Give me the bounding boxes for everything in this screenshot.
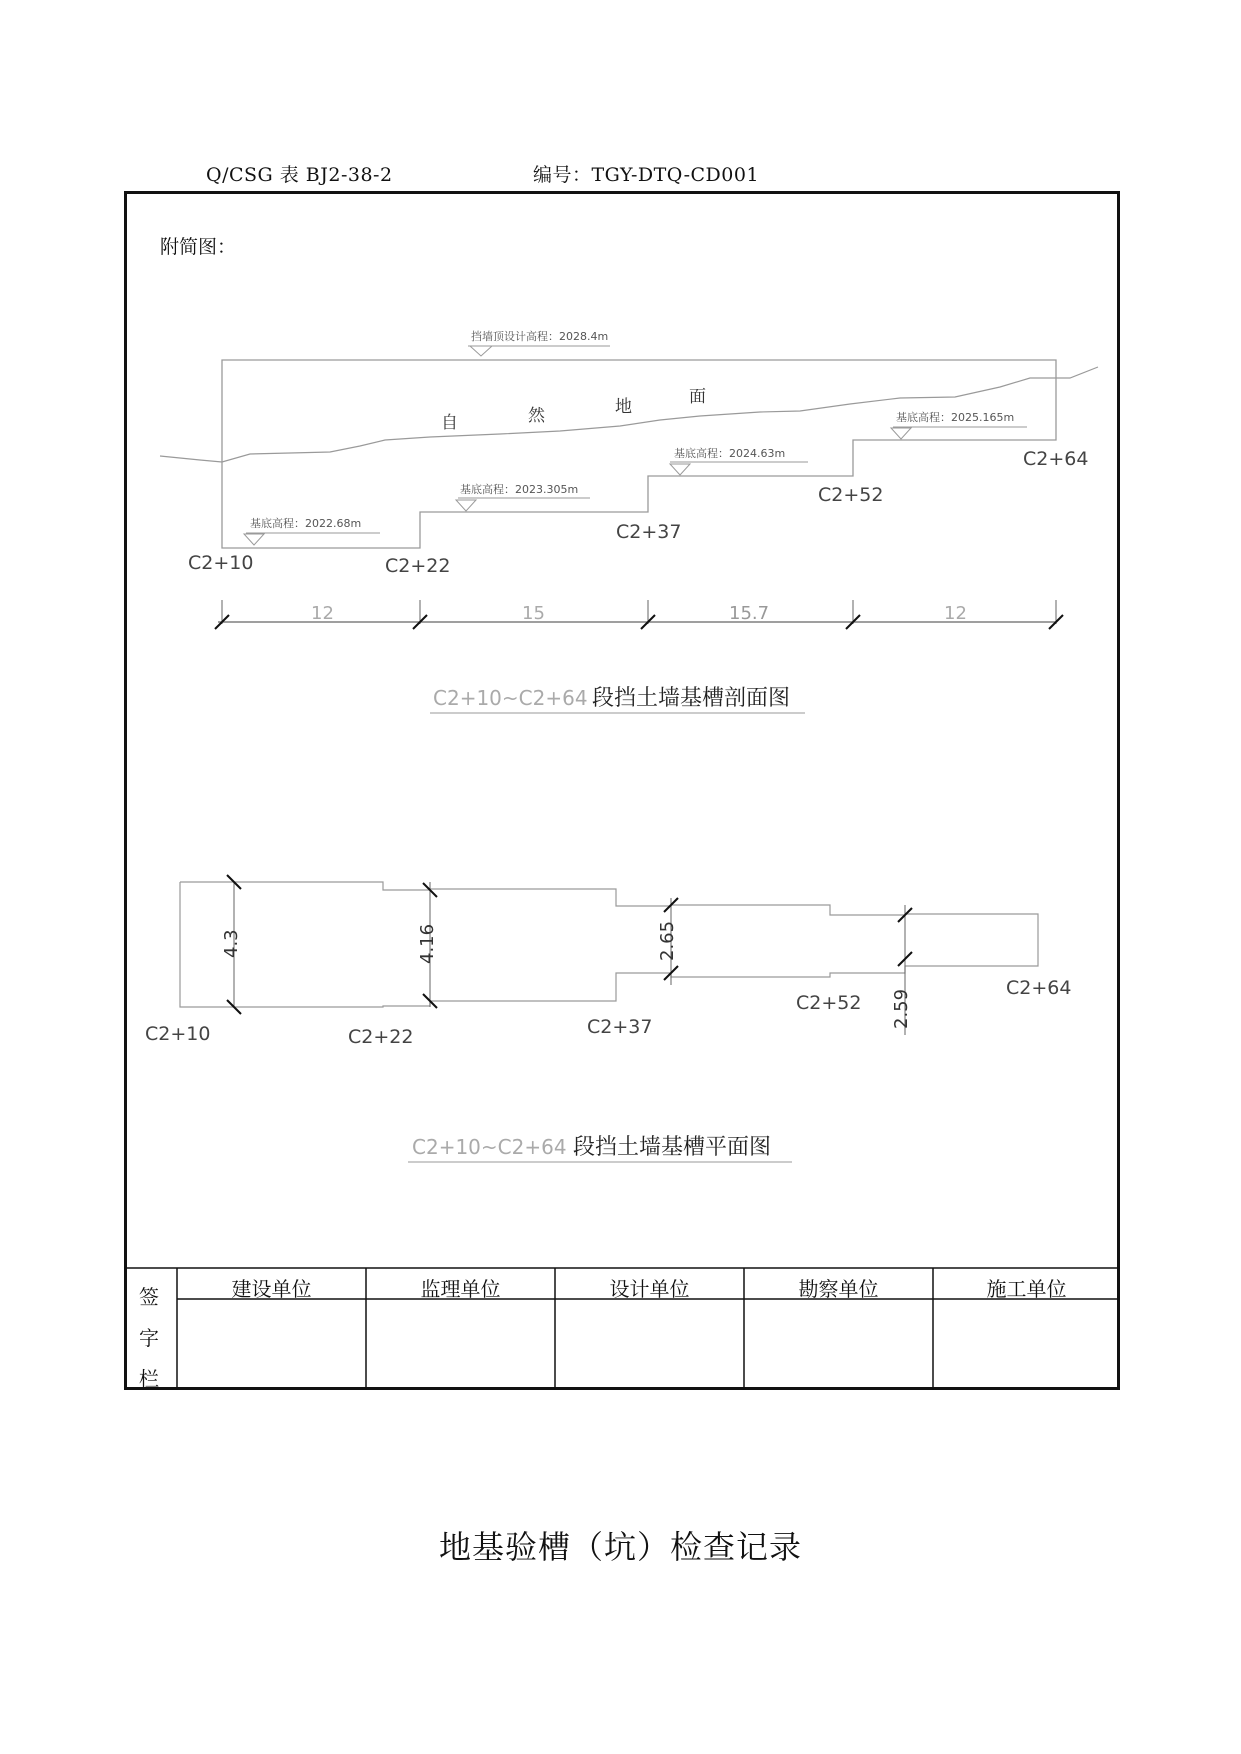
signature-label-char: 签: [139, 1285, 159, 1309]
ground-label-char: 面: [689, 387, 706, 407]
base-elevation-marker: [456, 482, 590, 511]
station-label: C2+64: [1006, 977, 1072, 999]
profile-caption-station: C2+10~C2+64: [433, 686, 588, 710]
station-label: C2+37: [616, 521, 682, 543]
station-label: C2+52: [796, 992, 862, 1014]
base-elevation-marker: [891, 410, 1027, 439]
plan-width-value: 4.16: [417, 923, 438, 964]
plan-caption-station: C2+10~C2+64: [412, 1135, 567, 1159]
figure-label: 附简图：: [160, 236, 237, 258]
station-label: C2+64: [1023, 448, 1089, 470]
base-elevation-label-1: 基底高程：2022.68m: [250, 517, 362, 530]
plan-caption: 段挡土墙基槽平面图: [573, 1135, 772, 1160]
dimension-value: 12: [311, 603, 334, 624]
unit-header-contractor: 施工单位: [986, 1277, 1067, 1301]
unit-header-supervision: 监理单位: [420, 1277, 501, 1301]
base-elevation-label-4: 基底高程：2025.165m: [896, 411, 1015, 424]
signature-label-char: 字: [139, 1326, 159, 1350]
station-label: C2+22: [385, 555, 451, 577]
ground-label-char: 自: [441, 413, 458, 433]
station-label: C2+10: [188, 552, 254, 574]
ground-label-char: 然: [528, 406, 545, 426]
base-elevation-marker: [244, 516, 380, 545]
base-elevation-label-3: 基底高程：2024.63m: [674, 447, 786, 460]
document-number: 编号：TGY-DTQ-CD001: [533, 164, 760, 186]
plan-outline: [180, 882, 1038, 1007]
base-elevation-marker: [670, 446, 808, 475]
station-label: C2+22: [348, 1026, 414, 1048]
dimension-value: 15.7: [729, 603, 770, 624]
standard-code: Q/CSG 表 BJ2-38-2: [206, 164, 393, 186]
signature-label-char: 栏: [139, 1367, 159, 1391]
dimension-value: 15: [522, 603, 545, 624]
document-title: 地基验槽（坑）检查记录: [438, 1528, 802, 1566]
wall-top-elevation-marker: [468, 329, 610, 356]
unit-header-design: 设计单位: [609, 1277, 690, 1301]
base-elevation-label-2: 基底高程：2023.305m: [460, 483, 579, 496]
ground-label-char: 地: [615, 397, 632, 417]
station-label: C2+37: [587, 1016, 653, 1038]
station-label: C2+52: [818, 484, 884, 506]
unit-header-survey: 勘察单位: [798, 1277, 879, 1301]
plan-width-value: 4.3: [221, 929, 242, 958]
station-label: C2+10: [145, 1023, 211, 1045]
plan-width-value: 2.59: [891, 988, 912, 1029]
wall-top-elevation-label: 挡墙顶设计高程：2028.4m: [471, 330, 609, 343]
unit-header-construction-owner: 建设单位: [231, 1277, 312, 1301]
plan-width-value: 2.65: [657, 920, 678, 961]
profile-caption: 段挡土墙基槽剖面图: [592, 686, 791, 711]
dimension-value: 12: [944, 603, 967, 624]
